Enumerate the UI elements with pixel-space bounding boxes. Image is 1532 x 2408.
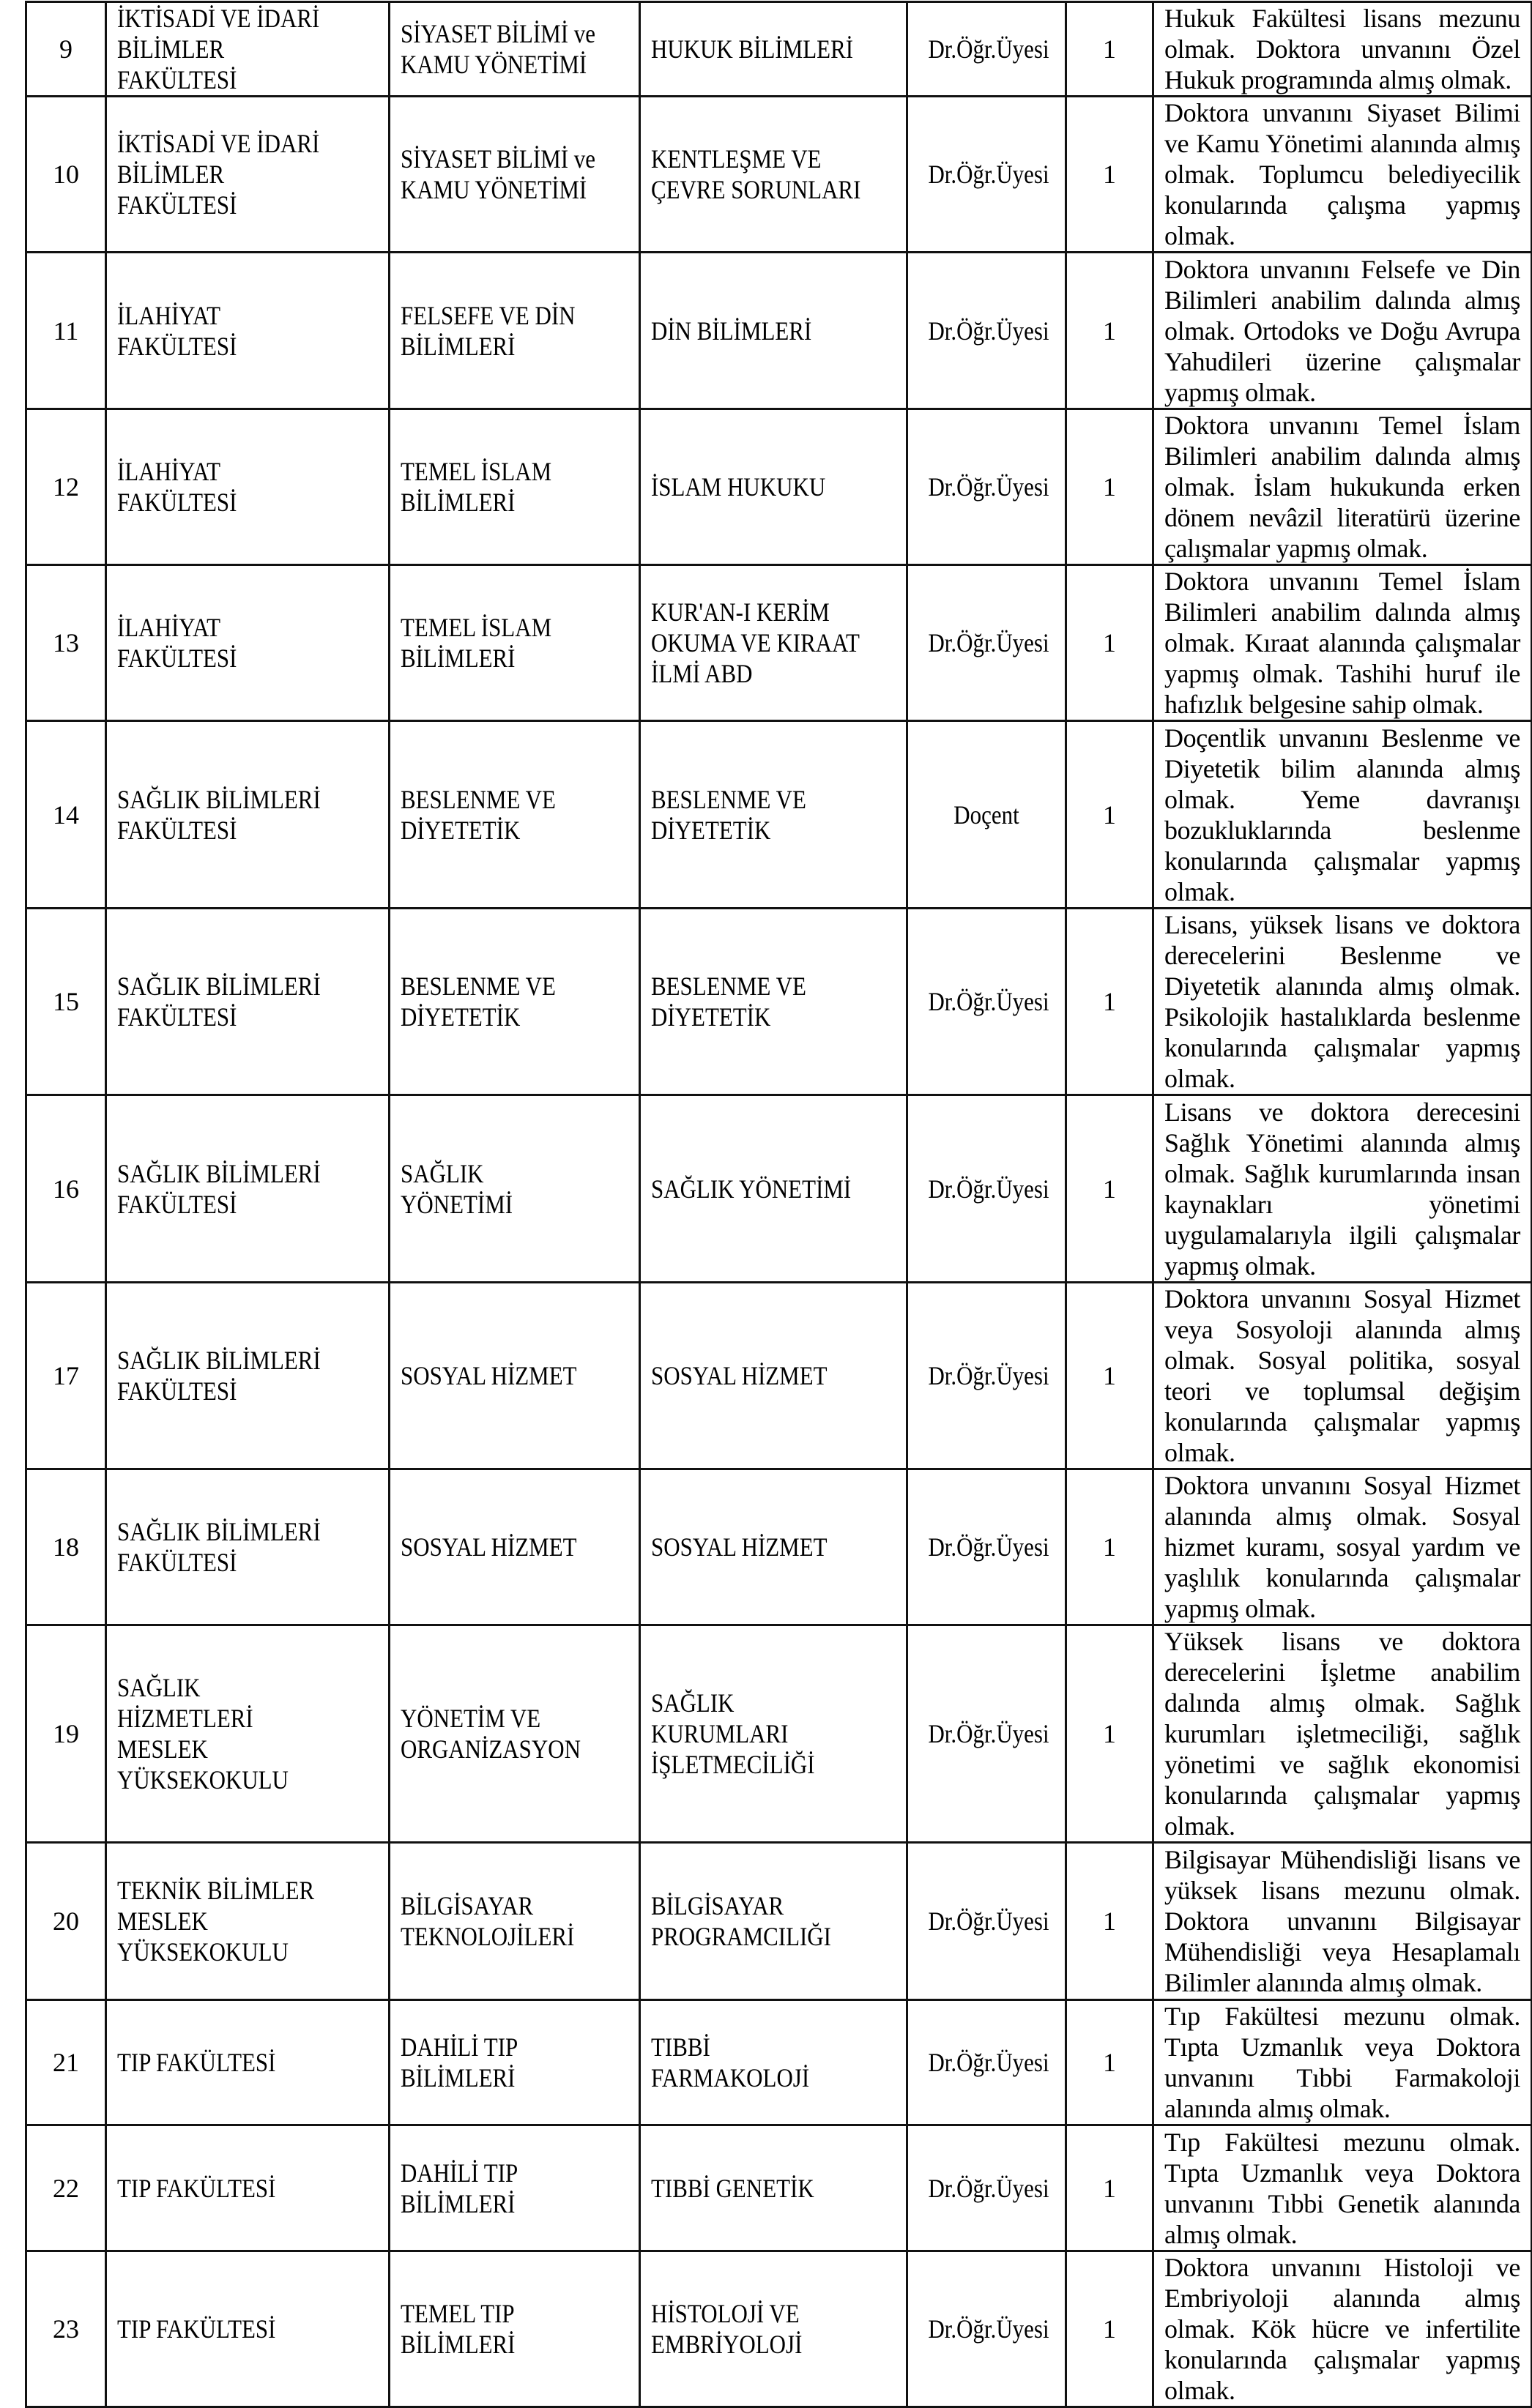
program-cell: SAĞLIK KURUMLARI İŞLETMECİLİĞİ: [640, 1625, 907, 1843]
table-row: [26, 2125, 1532, 2251]
academic-title-cell: Dr.Öğr.Üyesi: [907, 2000, 1066, 2125]
department-cell: SOSYAL HİZMET: [390, 1469, 640, 1625]
program-cell: TIBBİ GENETİK: [640, 2125, 907, 2251]
department-cell: SAĞLIK YÖNETİMİ: [390, 1095, 640, 1283]
department-cell: TEMEL İSLAM BİLİMLERİ: [390, 565, 640, 721]
position-count-cell: 1: [1066, 1625, 1153, 1843]
row-number: 22: [26, 2125, 106, 2251]
row-number: 10: [26, 97, 106, 253]
table-row: [26, 2000, 1532, 2125]
academic-title-cell: Dr.Öğr.Üyesi: [907, 565, 1066, 721]
faculty-cell: SAĞLIK HİZMETLERİ MESLEK YÜKSEKOKULU: [106, 1625, 390, 1843]
academic-title-cell: Dr.Öğr.Üyesi: [907, 1843, 1066, 2000]
table-row: [26, 1625, 1532, 1843]
row-number: 11: [26, 253, 106, 409]
requirements-cell: Lisans, yüksek lisans ve doktora derecelerini Beslenme ve Diyetetik alanında almış olmak. Psikolojik hastalıklarda beslenme konularında çalışmalar yapmış olmak.: [1153, 909, 1532, 1095]
row-number: 19: [26, 1625, 106, 1843]
row-number: 9: [26, 2, 106, 97]
faculty-cell: İLAHİYAT FAKÜLTESİ: [106, 565, 390, 721]
row-number: 16: [26, 1095, 106, 1283]
academic-title-cell: Dr.Öğr.Üyesi: [907, 409, 1066, 565]
table-row: [26, 565, 1532, 721]
department-cell: DAHİLİ TIP BİLİMLERİ: [390, 2000, 640, 2125]
row-number: 13: [26, 565, 106, 721]
position-count-cell: 1: [1066, 2, 1153, 97]
academic-title-cell: Dr.Öğr.Üyesi: [907, 1095, 1066, 1283]
faculty-cell: İLAHİYAT FAKÜLTESİ: [106, 253, 390, 409]
table-row: [26, 1469, 1532, 1625]
academic-title-cell: Doçent: [907, 721, 1066, 909]
requirements-cell: Doktora unvanını Temel İslam Bilimleri anabilim dalında almış olmak. İslam hukukunda erken dönem nevâzil literatürü üzerine çalışmalar yapmış olmak.: [1153, 409, 1532, 565]
faculty-cell: SAĞLIK BİLİMLERİ FAKÜLTESİ: [106, 1469, 390, 1625]
academic-title-cell: Dr.Öğr.Üyesi: [907, 97, 1066, 253]
table-row: [26, 409, 1532, 565]
program-cell: HUKUK BİLİMLERİ: [640, 2, 907, 97]
department-cell: SOSYAL HİZMET: [390, 1283, 640, 1469]
program-cell: SOSYAL HİZMET: [640, 1283, 907, 1469]
requirements-cell: Bilgisayar Mühendisliği lisans ve yüksek lisans mezunu olmak. Doktora unvanını Bilgisayar Mühendisliği veya Hesaplamalı Bilimler alanında almış olmak.: [1153, 1843, 1532, 2000]
requirements-cell: Yüksek lisans ve doktora derecelerini İşletme anabilim dalında almış olmak. Sağlık kurumları işletmeciliği, sağlık yönetimi ve sağlık ekonomisi konularında çalışmalar yapmış olmak.: [1153, 1625, 1532, 1843]
faculty-cell: SAĞLIK BİLİMLERİ FAKÜLTESİ: [106, 1095, 390, 1283]
academic-title-cell: Dr.Öğr.Üyesi: [907, 2, 1066, 97]
department-cell: TEMEL TIP BİLİMLERİ: [390, 2251, 640, 2407]
table-row: [26, 1283, 1532, 1469]
table-row: [26, 97, 1532, 253]
row-number: 20: [26, 1843, 106, 2000]
academic-title-cell: Dr.Öğr.Üyesi: [907, 2251, 1066, 2407]
table-row: [26, 1843, 1532, 2000]
faculty-cell: İKTİSADİ VE İDARİ BİLİMLER FAKÜLTESİ: [106, 2, 390, 97]
department-cell: SİYASET BİLİMİ ve KAMU YÖNETİMİ: [390, 2, 640, 97]
department-cell: SİYASET BİLİMİ ve KAMU YÖNETİMİ: [390, 97, 640, 253]
requirements-cell: Doktora unvanını Sosyal Hizmet alanında almış olmak. Sosyal hizmet kuramı, sosyal yardım ve yaşlılık konularında çalışmalar yapmış olmak.: [1153, 1469, 1532, 1625]
program-cell: SOSYAL HİZMET: [640, 1469, 907, 1625]
position-count-cell: 1: [1066, 2000, 1153, 2125]
requirements-cell: Lisans ve doktora derecesini Sağlık Yönetimi alanında almış olmak. Sağlık kurumlarında insan kaynakları yönetimi uygulamalarıyla ilgili çalışmalar yapmış olmak.: [1153, 1095, 1532, 1283]
academic-title-cell: Dr.Öğr.Üyesi: [907, 909, 1066, 1095]
table-row: [26, 253, 1532, 409]
requirements-cell: Doçentlik unvanını Beslenme ve Diyetetik bilim alanında almış olmak. Yeme davranışı bozukluklarında beslenme konularında çalışmalar yapmış olmak.: [1153, 721, 1532, 909]
row-number: 21: [26, 2000, 106, 2125]
table-row: [26, 2251, 1532, 2407]
department-cell: DAHİLİ TIP BİLİMLERİ: [390, 2125, 640, 2251]
position-count-cell: 1: [1066, 909, 1153, 1095]
requirements-cell: Doktora unvanını Felsefe ve Din Bilimleri anabilim dalında almış olmak. Ortodoks ve Doğu Avrupa Yahudileri üzerine çalışmalar yapmış olmak.: [1153, 253, 1532, 409]
requirements-cell: Doktora unvanını Siyaset Bilimi ve Kamu Yönetimi alanında almış olmak. Toplumcu belediyecilik konularında çalışma yapmış olmak.: [1153, 97, 1532, 253]
requirements-cell: Tıp Fakültesi mezunu olmak. Tıpta Uzmanlık veya Doktora unvanını Tıbbi Farmakoloji alanında almış olmak.: [1153, 2000, 1532, 2125]
position-count-cell: 1: [1066, 1095, 1153, 1283]
table-row: [26, 909, 1532, 1095]
academic-title-cell: Dr.Öğr.Üyesi: [907, 253, 1066, 409]
position-count-cell: 1: [1066, 1283, 1153, 1469]
position-count-cell: 1: [1066, 721, 1153, 909]
program-cell: SAĞLIK YÖNETİMİ: [640, 1095, 907, 1283]
faculty-cell: TIP FAKÜLTESİ: [106, 2251, 390, 2407]
program-cell: DİN BİLİMLERİ: [640, 253, 907, 409]
row-number: 14: [26, 721, 106, 909]
row-number: 15: [26, 909, 106, 1095]
table-row: [26, 2, 1532, 97]
table-row: [26, 1095, 1532, 1283]
row-number: 18: [26, 1469, 106, 1625]
faculty-cell: İLAHİYAT FAKÜLTESİ: [106, 409, 390, 565]
faculty-cell: TIP FAKÜLTESİ: [106, 2125, 390, 2251]
program-cell: BESLENME VE DİYETETİK: [640, 721, 907, 909]
faculty-positions-table: [25, 1, 1532, 2408]
position-count-cell: 1: [1066, 2251, 1153, 2407]
position-count-cell: 1: [1066, 97, 1153, 253]
faculty-cell: SAĞLIK BİLİMLERİ FAKÜLTESİ: [106, 1283, 390, 1469]
department-cell: FELSEFE VE DİN BİLİMLERİ: [390, 253, 640, 409]
position-count-cell: 1: [1066, 409, 1153, 565]
faculty-cell: TIP FAKÜLTESİ: [106, 2000, 390, 2125]
program-cell: İSLAM HUKUKU: [640, 409, 907, 565]
program-cell: HİSTOLOJİ VE EMBRİYOLOJİ: [640, 2251, 907, 2407]
position-count-cell: 1: [1066, 565, 1153, 721]
position-count-cell: 1: [1066, 253, 1153, 409]
requirements-cell: Doktora unvanını Sosyal Hizmet veya Sosyoloji alanında almış olmak. Sosyal politika, sosyal teori ve toplumsal değişim konularında çalışmalar yapmış olmak.: [1153, 1283, 1532, 1469]
department-cell: BESLENME VE DİYETETİK: [390, 909, 640, 1095]
requirements-cell: Doktora unvanını Histoloji ve Embriyoloji alanında almış olmak. Kök hücre ve infertilite konularında çalışmalar yapmış olmak.: [1153, 2251, 1532, 2407]
faculty-cell: SAĞLIK BİLİMLERİ FAKÜLTESİ: [106, 721, 390, 909]
row-number: 23: [26, 2251, 106, 2407]
requirements-cell: Doktora unvanını Temel İslam Bilimleri anabilim dalında almış olmak. Kıraat alanında çalışmalar yapmış olmak. Tashihi huruf ile hafızlık belgesine sahip olmak.: [1153, 565, 1532, 721]
academic-title-cell: Dr.Öğr.Üyesi: [907, 1625, 1066, 1843]
program-cell: KUR'AN-I KERİM OKUMA VE KIRAAT İLMİ ABD: [640, 565, 907, 721]
academic-title-cell: Dr.Öğr.Üyesi: [907, 1283, 1066, 1469]
faculty-cell: İKTİSADİ VE İDARİ BİLİMLER FAKÜLTESİ: [106, 97, 390, 253]
position-count-cell: 1: [1066, 1469, 1153, 1625]
position-count-cell: 1: [1066, 1843, 1153, 2000]
table-body: [26, 2, 1532, 2407]
academic-title-cell: Dr.Öğr.Üyesi: [907, 1469, 1066, 1625]
academic-title-cell: Dr.Öğr.Üyesi: [907, 2125, 1066, 2251]
row-number: 12: [26, 409, 106, 565]
faculty-cell: SAĞLIK BİLİMLERİ FAKÜLTESİ: [106, 909, 390, 1095]
department-cell: BESLENME VE DİYETETİK: [390, 721, 640, 909]
department-cell: BİLGİSAYAR TEKNOLOJİLERİ: [390, 1843, 640, 2000]
requirements-cell: Hukuk Fakültesi lisans mezunu olmak. Doktora unvanını Özel Hukuk programında almış olmak.: [1153, 2, 1532, 97]
program-cell: BİLGİSAYAR PROGRAMCILIĞI: [640, 1843, 907, 2000]
program-cell: KENTLEŞME VE ÇEVRE SORUNLARI: [640, 97, 907, 253]
row-number: 17: [26, 1283, 106, 1469]
table-row: [26, 721, 1532, 909]
requirements-cell: Tıp Fakültesi mezunu olmak. Tıpta Uzmanlık veya Doktora unvanını Tıbbi Genetik alanında almış olmak.: [1153, 2125, 1532, 2251]
position-count-cell: 1: [1066, 2125, 1153, 2251]
program-cell: BESLENME VE DİYETETİK: [640, 909, 907, 1095]
department-cell: YÖNETİM VE ORGANİZASYON: [390, 1625, 640, 1843]
faculty-cell: TEKNİK BİLİMLER MESLEK YÜKSEKOKULU: [106, 1843, 390, 2000]
department-cell: TEMEL İSLAM BİLİMLERİ: [390, 409, 640, 565]
program-cell: TIBBİ FARMAKOLOJİ: [640, 2000, 907, 2125]
